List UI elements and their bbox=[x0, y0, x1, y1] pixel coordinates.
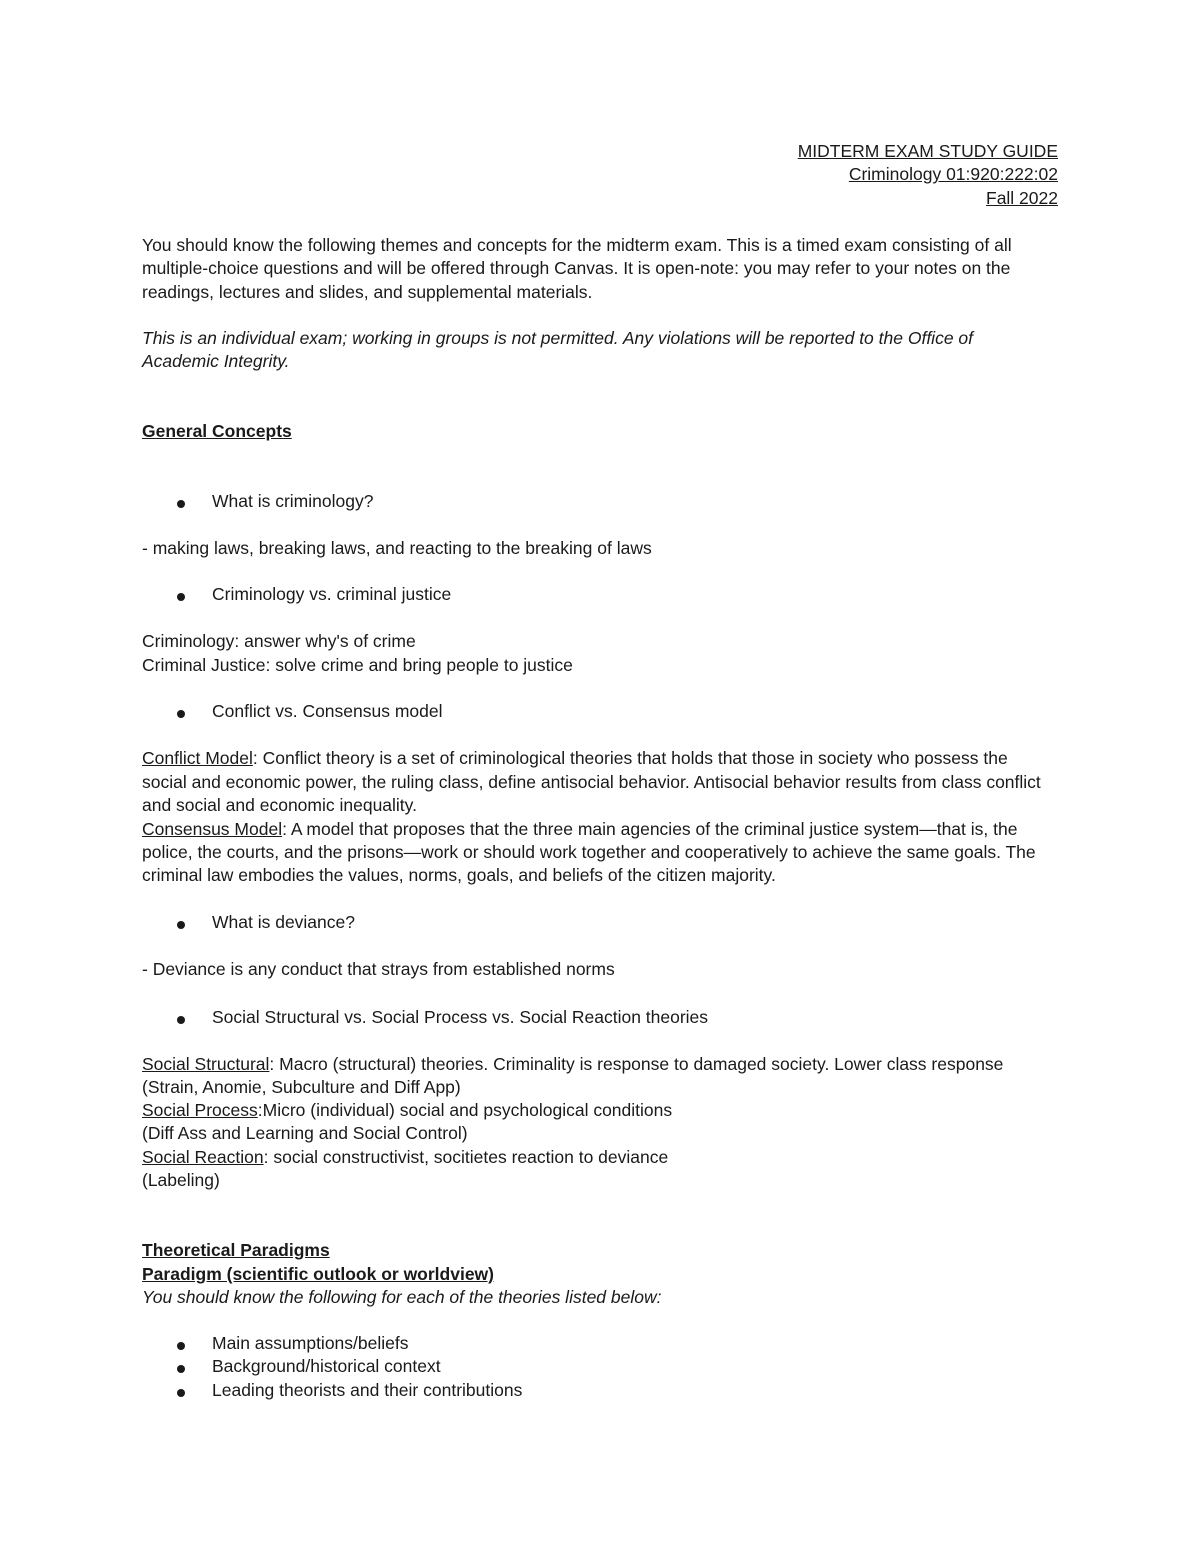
paradigm-instruction: You should know the following for each of the theories listed below: bbox=[142, 1287, 662, 1307]
social-process-label: Social Process bbox=[142, 1100, 258, 1120]
bullet-icon bbox=[177, 1365, 185, 1373]
bullet-icon bbox=[177, 921, 185, 929]
course-code: Criminology 01:920:222:02 bbox=[848, 164, 1058, 184]
answer-line: (Labeling) bbox=[142, 1170, 220, 1190]
question-item: Social Structural vs. Social Process vs. Social Reaction theories bbox=[212, 1007, 709, 1027]
bullet-icon bbox=[177, 1016, 185, 1024]
social-structural-label: Social Structural bbox=[142, 1054, 270, 1074]
section-heading-paradigms: Theoretical Paradigms bbox=[142, 1240, 330, 1260]
consensus-model-text: : A model that proposes that the three main agencies of the criminal justice system—that is, the bbox=[282, 819, 1018, 839]
intro-line: You should know the following themes and concepts for the midterm exam. This is a timed exam consisting of all bbox=[142, 235, 1012, 255]
answer-line: Criminology: answer why's of crime bbox=[142, 631, 416, 651]
conflict-model-label: Conflict Model bbox=[142, 748, 253, 768]
section-heading-general: General Concepts bbox=[142, 421, 292, 441]
social-reaction-label: Social Reaction bbox=[142, 1147, 264, 1167]
conflict-model-line bbox=[142, 747, 1008, 770]
paradigm-subheading: Paradigm (scientific outlook or worldview) bbox=[142, 1264, 494, 1284]
doc-title: MIDTERM EXAM STUDY GUIDE bbox=[797, 141, 1058, 161]
consensus-model-label: Consensus Model bbox=[142, 819, 283, 839]
bullet-icon bbox=[177, 710, 185, 718]
integrity-warning: This is an individual exam; working in groups is not permitted. Any violations will be reported to the Office of bbox=[142, 328, 974, 348]
answer-line: (Diff Ass and Learning and Social Control) bbox=[142, 1123, 468, 1143]
answer-line: and social and economic inequality. bbox=[142, 795, 417, 815]
social-process-text: :Micro (individual) social and psychological conditions bbox=[257, 1100, 673, 1120]
term: Fall 2022 bbox=[986, 188, 1058, 208]
answer-line: social and economic power, the ruling class, define antisocial behavior. Antisocial behavior results from class conflict bbox=[142, 772, 1041, 792]
bullet-icon bbox=[177, 593, 185, 601]
conflict-model-text: : Conflict theory is a set of criminological theories that holds that those in society who possess the bbox=[252, 748, 1008, 768]
question-item: What is deviance? bbox=[212, 912, 355, 932]
question-item: Criminology vs. criminal justice bbox=[212, 584, 452, 604]
bullet-icon bbox=[177, 1389, 185, 1397]
answer-line: police, the courts, and the prisons—work or should work together and cooperatively to achieve the same goals. The bbox=[142, 842, 1036, 862]
answer-line: (Strain, Anomie, Subculture and Diff App) bbox=[142, 1077, 461, 1097]
answer-line: criminal law embodies the values, norms, goals, and beliefs of the citizen majority. bbox=[142, 865, 776, 885]
intro-line: multiple-choice questions and will be offered through Canvas. It is open-note: you may refer to your notes on the bbox=[142, 258, 1011, 278]
social-structural-text: : Macro (structural) theories. Criminality is response to damaged society. Lower class response bbox=[269, 1054, 1004, 1074]
intro-line: readings, lectures and slides, and supplemental materials. bbox=[142, 282, 593, 302]
social-reaction-line bbox=[142, 1146, 668, 1169]
question-item: What is criminology? bbox=[212, 491, 374, 511]
social-reaction-text: : social constructivist, socitietes reaction to deviance bbox=[263, 1147, 669, 1167]
bullet-icon bbox=[177, 1342, 185, 1350]
list-item: Background/historical context bbox=[212, 1356, 441, 1376]
list-item: Leading theorists and their contributions bbox=[212, 1380, 523, 1400]
answer-line: Criminal Justice: solve crime and bring people to justice bbox=[142, 655, 573, 675]
answer-line: - Deviance is any conduct that strays from established norms bbox=[142, 959, 615, 979]
bullet-icon bbox=[177, 500, 185, 508]
social-structural-line bbox=[142, 1053, 1003, 1076]
consensus-model-line bbox=[142, 818, 1017, 841]
list-item: Main assumptions/beliefs bbox=[212, 1333, 409, 1353]
question-item: Conflict vs. Consensus model bbox=[212, 701, 443, 721]
social-process-line bbox=[142, 1099, 672, 1122]
answer-line: - making laws, breaking laws, and reacting to the breaking of laws bbox=[142, 538, 652, 558]
integrity-warning: Academic Integrity. bbox=[142, 351, 290, 371]
